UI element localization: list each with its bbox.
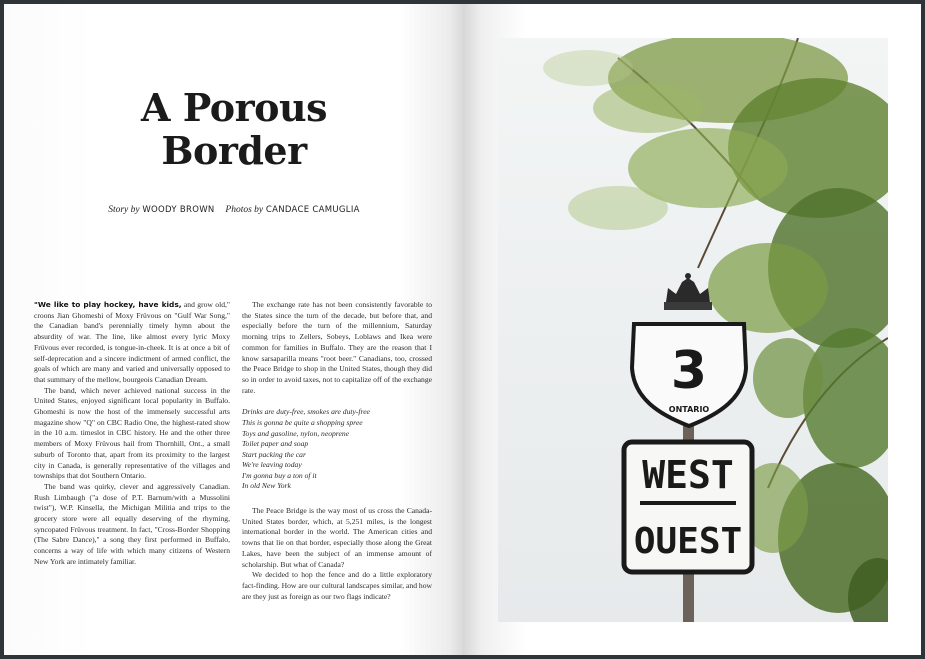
author-name: WOODY BROWN (142, 205, 215, 215)
byline (84, 205, 384, 215)
lyric-line: Toys and gasoline, nylon, neoprene (242, 428, 350, 438)
magazine-spread (4, 4, 921, 655)
lyric-line: Toilet paper and soap (242, 439, 309, 449)
photos-label: Photos by (225, 205, 264, 215)
paragraph-4: The exchange rate has not been consistently favorable to the States since the turn of the decade, but before that, and especially before the turn of the millennium, Saturday morning trips to Zellers, Sobeys, Loblaws and Ikea were common for families in Buffalo. They are the reason that I know sarsaparilla means "root beer." Canadians, too, crossed the Peace Bridge to shop in the United States, though they did so in order to avoid taxes, not to capitalize off of the exchange rate. (242, 300, 432, 395)
lyric-line: Start packing the car (242, 449, 306, 459)
paragraph-5: The Peace Bridge is the way most of us cross the Canada-United States border, which, at 5,251 miles, is the longest international border in the world. The American cities and towns that lie on that border, especially those along the Great Lakes, have been the subject of an immense amount of scholarship. But what of Canada? (242, 506, 432, 569)
province-label: ONTARIO (668, 405, 710, 414)
paragraph-6: We decided to hop the fence and do a little exploratory fact-finding. How are our cultural landscapes similar, and how are they just as foreign as our two flags indicate? (242, 570, 432, 601)
lyric-line: This is gonna be quite a shopping spree (242, 417, 363, 427)
text-column-2 (242, 300, 432, 602)
direction-ouest: OUEST (633, 521, 743, 562)
lyric-line: I'm gonna buy a ton of it (242, 470, 317, 480)
title-line-1: A Porous (141, 85, 327, 130)
left-page (4, 4, 463, 655)
paragraph-1 (34, 300, 230, 386)
lead-in: "We like to play hockey, have kids, (34, 300, 182, 309)
direction-west: WEST (642, 453, 734, 497)
lyric-line: Drinks are duty-free, smokes are duty-free (242, 407, 370, 417)
lyric-line: In old New York (242, 481, 291, 491)
article-title (84, 86, 384, 172)
direction-sign (624, 442, 752, 572)
title-line-2: Border (161, 128, 307, 173)
route-number: 3 (670, 341, 708, 401)
paragraph-2: The band, which never achieved national success in the United States, enjoyed significant local popularity in Buffalo. Ghomeshi is now the host of the immensely successful arts magazine show "Q" on CBC Radio One, the highest-rated show in the 10 a.m. timeslot in CBC history. He and the other three members of Moxy Früvous hail from Thornhill, Ont., a small suburb of Toronto that, apart from its proximity to the largest city in Canada, is generally representative of the villages and townships that dot Southern Ontario. (34, 385, 230, 481)
photographer-name: CANDACE CAMUGLIA (265, 205, 360, 215)
story-label: Story by (108, 205, 140, 215)
text-column-1 (34, 300, 230, 568)
paragraph-1-text: and grow old," croons Jian Ghomeshi of Moxy Früvous on "Gulf War Song," the Canadian band's perennially timely hymn about the absurdity of war. The line, like almost every lyric Moxy Früvous ever recorded, is tongue-in-cheek. It is at once a bit of self-deprecation and a sincere indictment of armed conflict, the goals of which are many and varied and universally opposed to that summary of the mellow, bourgeois Canadian Dream. (34, 300, 230, 384)
lyric-line: We're leaving today (242, 460, 302, 470)
paragraph-3: The band was quirky, clever and aggressively Canadian. Rush Limbaugh ("a dose of P.T. Barnum/with a Mussolini twist"), W.P. Kinsella, the Michigan Militia and trips to the grocery store were all equally deserving of the rhyming, syncopated Früvous treatment. In fact, "Cross-Border Shopping (The Sabre Dance)," a song they first performed in Buffalo, concerns a way of life with which many citizens of Western New York are intimately familiar. (34, 481, 230, 566)
lyrics-excerpt (242, 407, 432, 492)
road-sign-photo (498, 38, 888, 622)
